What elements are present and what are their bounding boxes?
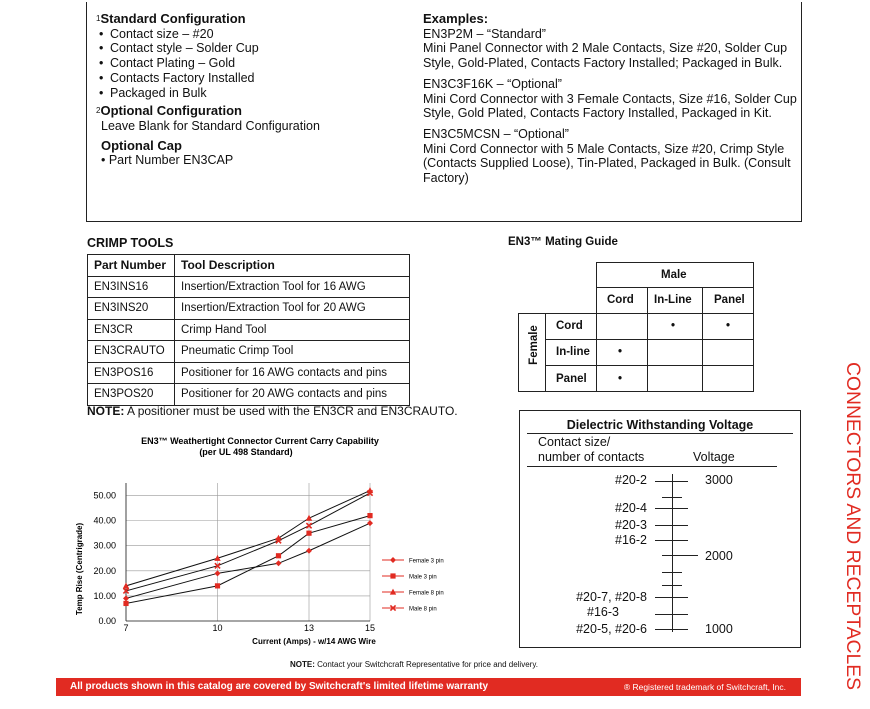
dwv-voltage: 3000 <box>705 473 733 487</box>
chart-y-tick: 30.00 <box>93 540 116 551</box>
column-header: Part Number <box>88 255 175 277</box>
part-number: EN3POS20 <box>88 384 175 406</box>
tool-description: Insertion/Extraction Tool for 20 AWG <box>175 298 410 320</box>
dwv-label: #20-5, #20-6 <box>576 622 647 636</box>
table-row <box>88 384 410 406</box>
examples-column <box>423 12 801 192</box>
example-code: EN3P2M – “Standard” <box>423 26 546 41</box>
current-carry-chart <box>70 430 480 655</box>
chart-y-tick: 10.00 <box>93 590 116 601</box>
section-title: CONNECTORS AND RECEPTACLES <box>842 362 863 685</box>
chart-y-tick: 20.00 <box>93 565 116 576</box>
table-header-row <box>88 255 410 277</box>
chart-point <box>390 557 396 563</box>
list-item: • Contact size – #20 <box>96 27 416 42</box>
table-row <box>88 276 410 298</box>
chart-y-tick: 40.00 <box>93 515 116 526</box>
tool-description: Insertion/Extraction Tool for 16 AWG <box>175 276 410 298</box>
chart-x-tick: 15 <box>364 623 376 633</box>
chart-point <box>306 548 312 554</box>
mating-col-inline: In-Line <box>654 294 692 306</box>
part-number: EN3CRAUTO <box>88 341 175 363</box>
mating-guide-grid <box>518 262 754 392</box>
mating-guide-title: EN3™ Mating Guide <box>508 236 618 248</box>
dwv-voltage: 1000 <box>705 622 733 636</box>
examples-title: Examples: <box>423 11 489 26</box>
chart-point <box>123 595 129 601</box>
crimp-tools-title: CRIMP TOOLS <box>87 236 174 250</box>
mating-row-inline: In-line <box>556 346 590 358</box>
chart-point <box>367 513 372 518</box>
mating-col-panel: Panel <box>714 294 745 306</box>
chart-series-line <box>126 523 370 598</box>
chart-series-line <box>126 491 370 586</box>
mating-dot: • <box>618 373 623 385</box>
dwv-label: #16-3 <box>587 605 619 619</box>
contact-note: NOTE: Contact your Switchcraft Representative for price and delivery. <box>290 660 538 669</box>
chart-legend-label: Female 8 pin <box>409 590 444 597</box>
female-header: Female <box>528 325 540 365</box>
chart-series-line <box>126 516 370 604</box>
chart-y-tick: 0.00 <box>98 616 116 626</box>
dwv-label: #16-2 <box>615 533 647 547</box>
optional-cap-text: • Part Number EN3CAP <box>101 153 234 168</box>
mating-dot: • <box>671 320 676 332</box>
example-desc: Mini Cord Connector with 3 Female Contacts, Size #16, Solder Cup Style, Gold Plated, Contacts Factory Installed, Packaged in Kit. <box>423 91 797 121</box>
table-row <box>88 362 410 384</box>
column-header: Tool Description <box>175 255 410 277</box>
chart-point <box>215 583 220 588</box>
dwv-label: #20-4 <box>615 501 647 515</box>
chart-point <box>367 520 373 526</box>
warranty-footer <box>56 678 801 696</box>
dwv-label: #20-2 <box>615 473 647 487</box>
table-row <box>88 298 410 320</box>
part-number: EN3POS16 <box>88 362 175 384</box>
dwv-header-voltage: Voltage <box>693 450 735 464</box>
chart-x-label: Current (Amps) - w/14 AWG Wire <box>252 637 376 646</box>
chart-point <box>390 573 395 578</box>
chart-x-tick: 7 <box>123 623 129 633</box>
chart-point <box>123 601 128 606</box>
chart-legend-label: Female 3 pin <box>409 558 444 565</box>
chart-point <box>306 515 312 521</box>
dwv-header-size: Contact size/ <box>538 435 611 449</box>
list-item: • Contacts Factory Installed <box>96 71 416 86</box>
list-item: • Packaged in Bulk <box>96 86 416 101</box>
tool-description: Positioner for 20 AWG contacts and pins <box>175 384 410 406</box>
example-item <box>423 127 801 186</box>
tool-description: Crimp Hand Tool <box>175 319 410 341</box>
dwv-label: #20-3 <box>615 518 647 532</box>
warranty-text: All products shown in this catalog are covered by Switchcraft's limited lifetime warranty <box>70 681 489 692</box>
chart-point <box>306 531 311 536</box>
chart-series-line <box>126 493 370 591</box>
dwv-title-rule <box>527 433 793 434</box>
dwv-title: Dielectric Withstanding Voltage <box>566 418 754 432</box>
mating-dot: • <box>726 320 731 332</box>
tool-description: Positioner for 16 AWG contacts and pins <box>175 362 410 384</box>
chart-point <box>276 560 282 566</box>
mating-row-panel: Panel <box>556 373 587 385</box>
trademark-text: ® Registered trademark of Switchcraft, Inc. <box>623 682 786 692</box>
mating-row-cord: Cord <box>556 320 583 332</box>
male-header: Male <box>661 269 687 281</box>
part-number: EN3CR <box>88 319 175 341</box>
standard-config-list <box>96 27 416 101</box>
crimp-tools-table <box>87 254 410 406</box>
chart-title: EN3™ Weathertight Connector Current Carry Capability <box>141 436 379 446</box>
chart-subtitle: (per UL 498 Standard) <box>199 447 293 457</box>
dwv-label: #20-7, #20-8 <box>576 590 647 604</box>
optional-cap-title: Optional Cap <box>101 137 182 153</box>
standard-config-title: $^1$Standard Configuration <box>96 11 246 26</box>
chart-legend-label: Male 3 pin <box>409 574 437 581</box>
list-item: • Contact Plating – Gold <box>96 56 416 71</box>
example-desc: Mini Panel Connector with 2 Male Contacts, Size #20, Solder Cup Style, Gold-Plated, Contacts Factory Installed; Packaged in Bulk. <box>423 41 788 71</box>
chart-legend-label: Male 8 pin <box>409 606 437 613</box>
example-code: EN3C3F16K – “Optional” <box>423 76 562 91</box>
table-row <box>88 319 410 341</box>
list-item: • Contact style – Solder Cup <box>96 41 416 56</box>
chart-x-tick: 13 <box>303 623 315 633</box>
dwv-header-count: number of contacts <box>538 450 645 464</box>
mating-dot: • <box>618 346 623 358</box>
chart-y-tick: 50.00 <box>93 490 116 501</box>
example-code: EN3C5MCSN – “Optional” <box>423 126 569 141</box>
example-desc: Mini Cord Connector with 5 Male Contacts, Size #20, Crimp Style (Contacts Supplied Loose), Tin-Plated, Packaged in Bulk. (Consult Factory) <box>423 141 791 186</box>
part-number: EN3INS16 <box>88 276 175 298</box>
tool-description: Pneumatic Crimp Tool <box>175 341 410 363</box>
table-row <box>88 341 410 363</box>
mating-col-cord: Cord <box>607 294 634 306</box>
optional-config-text: Leave Blank for Standard Configuration <box>101 118 320 133</box>
chart-y-label: Temp Rise (Centrigrade) <box>75 522 84 616</box>
side-section-label <box>838 362 868 692</box>
dwv-voltage: 2000 <box>705 549 733 563</box>
chart-x-tick: 10 <box>212 623 223 633</box>
optional-config-title: $^2$Optional Configuration <box>96 103 242 119</box>
chart-point <box>215 570 221 576</box>
dwv-scale <box>650 466 700 646</box>
chart-point <box>276 553 281 558</box>
example-item <box>423 77 801 121</box>
part-number: EN3INS20 <box>88 298 175 320</box>
config-column <box>96 12 416 168</box>
positioner-note: NOTE: A positioner must be used with the EN3CR and EN3CRAUTO. <box>87 404 458 418</box>
example-item <box>423 27 801 71</box>
